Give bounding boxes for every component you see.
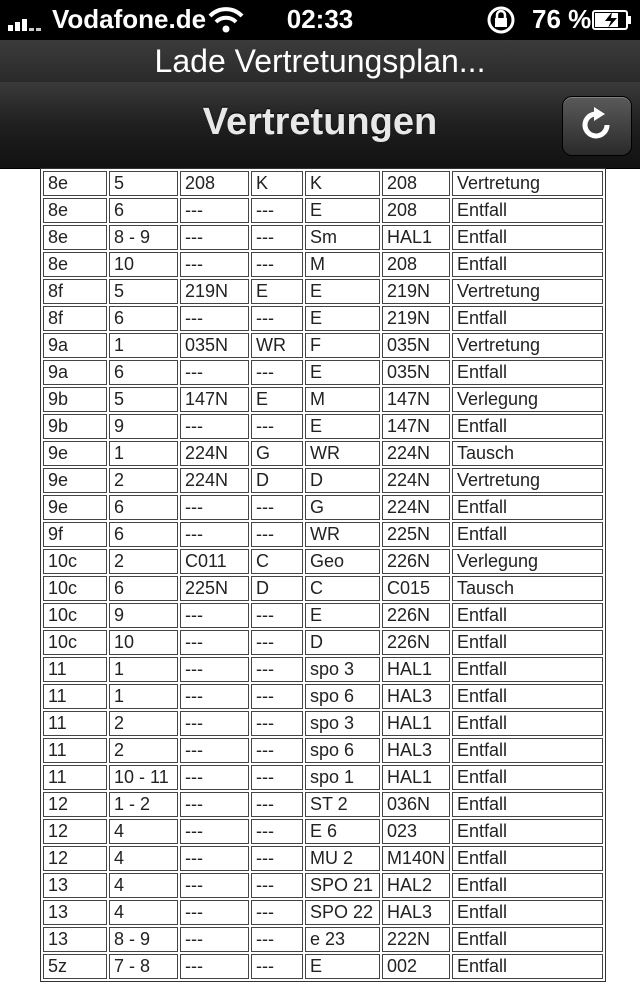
table-row [43, 954, 603, 979]
subject-cell: spo 3 [305, 657, 380, 682]
type-cell: Entfall [452, 684, 603, 709]
teacher-cell: K [251, 171, 303, 196]
class-cell: 9a [43, 360, 107, 385]
room-cell: --- [180, 657, 249, 682]
room-cell: --- [180, 603, 249, 628]
type-cell: Tausch [452, 441, 603, 466]
room-cell: --- [180, 522, 249, 547]
new-room-cell: 224N [382, 468, 450, 493]
table-row [43, 819, 603, 844]
type-cell: Vertretung [452, 468, 603, 493]
refresh-icon [577, 107, 617, 145]
table-row [43, 846, 603, 871]
new-room-cell: 222N [382, 927, 450, 952]
table-row [43, 306, 603, 331]
class-cell: 5z [43, 954, 107, 979]
table-row [43, 711, 603, 736]
teacher-cell: --- [251, 819, 303, 844]
class-cell: 10c [43, 603, 107, 628]
table-row [43, 495, 603, 520]
type-cell: Entfall [452, 765, 603, 790]
table-row [43, 603, 603, 628]
class-cell: 13 [43, 900, 107, 925]
teacher-cell: --- [251, 927, 303, 952]
teacher-cell: --- [251, 630, 303, 655]
room-cell: --- [180, 630, 249, 655]
period-cell: 5 [109, 171, 178, 196]
table-row [43, 927, 603, 952]
period-cell: 6 [109, 306, 178, 331]
subject-cell: E [305, 279, 380, 304]
type-cell: Entfall [452, 738, 603, 763]
type-cell: Entfall [452, 360, 603, 385]
new-room-cell: 208 [382, 198, 450, 223]
room-cell: --- [180, 225, 249, 250]
class-cell: 12 [43, 819, 107, 844]
room-cell: --- [180, 684, 249, 709]
room-cell: --- [180, 711, 249, 736]
table-row [43, 279, 603, 304]
new-room-cell: 208 [382, 252, 450, 277]
class-cell: 11 [43, 657, 107, 682]
class-cell: 12 [43, 792, 107, 817]
type-cell: Entfall [452, 900, 603, 925]
period-cell: 8 - 9 [109, 927, 178, 952]
new-room-cell: M140N [382, 846, 450, 871]
table-row [43, 468, 603, 493]
teacher-cell: WR [251, 333, 303, 358]
new-room-cell: 147N [382, 387, 450, 412]
type-cell: Entfall [452, 819, 603, 844]
new-room-cell: 226N [382, 603, 450, 628]
period-cell: 8 - 9 [109, 225, 178, 250]
table-row [43, 765, 603, 790]
subject-cell: Geo [305, 549, 380, 574]
subject-cell: E [305, 198, 380, 223]
type-cell: Entfall [452, 198, 603, 223]
table-row [43, 576, 603, 601]
type-cell: Entfall [452, 630, 603, 655]
subject-cell: E [305, 306, 380, 331]
room-cell: --- [180, 306, 249, 331]
new-room-cell: 224N [382, 441, 450, 466]
period-cell: 4 [109, 819, 178, 844]
new-room-cell: 147N [382, 414, 450, 439]
room-cell: 035N [180, 333, 249, 358]
status-bar [0, 0, 640, 40]
teacher-cell: --- [251, 522, 303, 547]
new-room-cell: 023 [382, 819, 450, 844]
teacher-cell: --- [251, 792, 303, 817]
period-cell: 4 [109, 873, 178, 898]
table-row [43, 738, 603, 763]
teacher-cell: --- [251, 306, 303, 331]
new-room-cell: HAL3 [382, 900, 450, 925]
period-cell: 6 [109, 360, 178, 385]
new-room-cell: HAL1 [382, 711, 450, 736]
room-cell: --- [180, 414, 249, 439]
subject-cell: spo 6 [305, 738, 380, 763]
period-cell: 6 [109, 576, 178, 601]
room-cell: --- [180, 846, 249, 871]
new-room-cell: HAL2 [382, 873, 450, 898]
substitution-table-container[interactable] [40, 168, 606, 976]
type-cell: Verlegung [452, 387, 603, 412]
class-cell: 13 [43, 873, 107, 898]
teacher-cell: G [251, 441, 303, 466]
teacher-cell: --- [251, 738, 303, 763]
period-cell: 4 [109, 900, 178, 925]
teacher-cell: --- [251, 954, 303, 979]
room-cell: --- [180, 360, 249, 385]
period-cell: 6 [109, 198, 178, 223]
period-cell: 2 [109, 711, 178, 736]
subject-cell: E [305, 603, 380, 628]
period-cell: 1 [109, 441, 178, 466]
teacher-cell: --- [251, 495, 303, 520]
room-cell: --- [180, 873, 249, 898]
room-cell: --- [180, 738, 249, 763]
room-cell: 224N [180, 468, 249, 493]
table-row [43, 198, 603, 223]
teacher-cell: D [251, 576, 303, 601]
class-cell: 9e [43, 468, 107, 493]
new-room-cell: HAL3 [382, 684, 450, 709]
type-cell: Vertretung [452, 333, 603, 358]
period-cell: 10 [109, 630, 178, 655]
table-row [43, 387, 603, 412]
subject-cell: spo 3 [305, 711, 380, 736]
subject-cell: ST 2 [305, 792, 380, 817]
class-cell: 12 [43, 846, 107, 871]
room-cell: --- [180, 495, 249, 520]
type-cell: Entfall [452, 522, 603, 547]
period-cell: 9 [109, 603, 178, 628]
subject-cell: D [305, 630, 380, 655]
table-row [43, 792, 603, 817]
room-cell: --- [180, 765, 249, 790]
subject-cell: K [305, 171, 380, 196]
new-room-cell: HAL1 [382, 657, 450, 682]
class-cell: 9e [43, 441, 107, 466]
type-cell: Tausch [452, 576, 603, 601]
type-cell: Entfall [452, 846, 603, 871]
teacher-cell: --- [251, 846, 303, 871]
class-cell: 11 [43, 711, 107, 736]
type-cell: Entfall [452, 657, 603, 682]
subject-cell: G [305, 495, 380, 520]
new-room-cell: 219N [382, 279, 450, 304]
subject-cell: SPO 22 [305, 900, 380, 925]
room-cell: --- [180, 792, 249, 817]
room-cell: 224N [180, 441, 249, 466]
room-cell: 219N [180, 279, 249, 304]
type-cell: Entfall [452, 306, 603, 331]
table-row [43, 414, 603, 439]
type-cell: Entfall [452, 414, 603, 439]
table-row [43, 360, 603, 385]
new-room-cell: HAL1 [382, 765, 450, 790]
room-cell: --- [180, 900, 249, 925]
type-cell: Entfall [452, 873, 603, 898]
class-cell: 13 [43, 927, 107, 952]
new-room-cell: 035N [382, 333, 450, 358]
table-row [43, 522, 603, 547]
period-cell: 5 [109, 387, 178, 412]
table-row [43, 549, 603, 574]
room-cell: --- [180, 819, 249, 844]
new-room-cell: 002 [382, 954, 450, 979]
teacher-cell: --- [251, 900, 303, 925]
class-cell: 9b [43, 387, 107, 412]
subject-cell: e 23 [305, 927, 380, 952]
period-cell: 1 [109, 657, 178, 682]
subject-cell: WR [305, 522, 380, 547]
type-cell: Entfall [452, 495, 603, 520]
period-cell: 10 - 11 [109, 765, 178, 790]
new-room-cell: 226N [382, 549, 450, 574]
period-cell: 10 [109, 252, 178, 277]
teacher-cell: --- [251, 684, 303, 709]
teacher-cell: --- [251, 603, 303, 628]
room-cell: 147N [180, 387, 249, 412]
table-row [43, 630, 603, 655]
page-title: Vertretungen [202, 101, 438, 143]
subject-cell: E 6 [305, 819, 380, 844]
period-cell: 2 [109, 549, 178, 574]
teacher-cell: --- [251, 414, 303, 439]
type-cell: Entfall [452, 603, 603, 628]
subject-cell: spo 6 [305, 684, 380, 709]
table-row [43, 684, 603, 709]
subject-cell: F [305, 333, 380, 358]
subject-cell: M [305, 252, 380, 277]
table-row [43, 171, 603, 196]
room-cell: --- [180, 198, 249, 223]
new-room-cell: 036N [382, 792, 450, 817]
period-cell: 4 [109, 846, 178, 871]
type-cell: Entfall [452, 954, 603, 979]
table-row [43, 333, 603, 358]
new-room-cell: HAL3 [382, 738, 450, 763]
class-cell: 11 [43, 684, 107, 709]
new-room-cell: 035N [382, 360, 450, 385]
teacher-cell: --- [251, 198, 303, 223]
type-cell: Verlegung [452, 549, 603, 574]
room-cell: --- [180, 927, 249, 952]
table-row [43, 252, 603, 277]
period-cell: 7 - 8 [109, 954, 178, 979]
navigation-bar [0, 82, 640, 169]
class-cell: 11 [43, 738, 107, 763]
type-cell: Entfall [452, 792, 603, 817]
subject-cell: C [305, 576, 380, 601]
carrier-name: Vodafone.de [52, 4, 207, 34]
table-row [43, 225, 603, 250]
subject-cell: SPO 21 [305, 873, 380, 898]
subject-cell: E [305, 414, 380, 439]
class-cell: 8e [43, 225, 107, 250]
teacher-cell: --- [251, 711, 303, 736]
period-cell: 1 [109, 684, 178, 709]
teacher-cell: E [251, 387, 303, 412]
class-cell: 8f [43, 279, 107, 304]
class-cell: 9e [43, 495, 107, 520]
class-cell: 10c [43, 630, 107, 655]
clock: 02:33 [286, 4, 354, 34]
table-row [43, 873, 603, 898]
teacher-cell: --- [251, 225, 303, 250]
class-cell: 10c [43, 549, 107, 574]
class-cell: 8f [43, 306, 107, 331]
table-row [43, 900, 603, 925]
subject-cell: WR [305, 441, 380, 466]
subject-cell: spo 1 [305, 765, 380, 790]
class-cell: 10c [43, 576, 107, 601]
teacher-cell: E [251, 279, 303, 304]
room-cell: C011 [180, 549, 249, 574]
period-cell: 2 [109, 738, 178, 763]
teacher-cell: C [251, 549, 303, 574]
period-cell: 9 [109, 414, 178, 439]
battery-percentage: 76 % [532, 4, 592, 34]
new-room-cell: 219N [382, 306, 450, 331]
class-cell: 9a [43, 333, 107, 358]
class-cell: 8e [43, 252, 107, 277]
room-cell: 208 [180, 171, 249, 196]
teacher-cell: --- [251, 873, 303, 898]
period-cell: 5 [109, 279, 178, 304]
teacher-cell: --- [251, 657, 303, 682]
type-cell: Entfall [452, 225, 603, 250]
class-cell: 11 [43, 765, 107, 790]
type-cell: Entfall [452, 711, 603, 736]
subject-cell: M [305, 387, 380, 412]
subject-cell: D [305, 468, 380, 493]
refresh-button[interactable] [562, 96, 632, 156]
subject-cell: Sm [305, 225, 380, 250]
new-room-cell: 208 [382, 171, 450, 196]
table-row [43, 441, 603, 466]
type-cell: Vertretung [452, 171, 603, 196]
loading-title: Lade Vertretungsplan... [0, 40, 640, 82]
class-cell: 9f [43, 522, 107, 547]
battery-charging-icon [592, 10, 632, 30]
teacher-cell: D [251, 468, 303, 493]
subject-cell: E [305, 360, 380, 385]
period-cell: 1 - 2 [109, 792, 178, 817]
type-cell: Vertretung [452, 279, 603, 304]
period-cell: 1 [109, 333, 178, 358]
type-cell: Entfall [452, 252, 603, 277]
room-cell: --- [180, 954, 249, 979]
new-room-cell: HAL1 [382, 225, 450, 250]
class-cell: 8e [43, 171, 107, 196]
period-cell: 6 [109, 495, 178, 520]
subject-cell: E [305, 954, 380, 979]
class-cell: 9b [43, 414, 107, 439]
period-cell: 2 [109, 468, 178, 493]
room-cell: 225N [180, 576, 249, 601]
type-cell: Entfall [452, 927, 603, 952]
class-cell: 8e [43, 198, 107, 223]
teacher-cell: --- [251, 765, 303, 790]
new-room-cell: 224N [382, 495, 450, 520]
subject-cell: MU 2 [305, 846, 380, 871]
substitution-table [40, 168, 606, 982]
rotation-lock-icon [484, 5, 518, 35]
new-room-cell: 225N [382, 522, 450, 547]
teacher-cell: --- [251, 360, 303, 385]
new-room-cell: C015 [382, 576, 450, 601]
period-cell: 6 [109, 522, 178, 547]
room-cell: --- [180, 252, 249, 277]
teacher-cell: --- [251, 252, 303, 277]
table-row [43, 657, 603, 682]
new-room-cell: 226N [382, 630, 450, 655]
